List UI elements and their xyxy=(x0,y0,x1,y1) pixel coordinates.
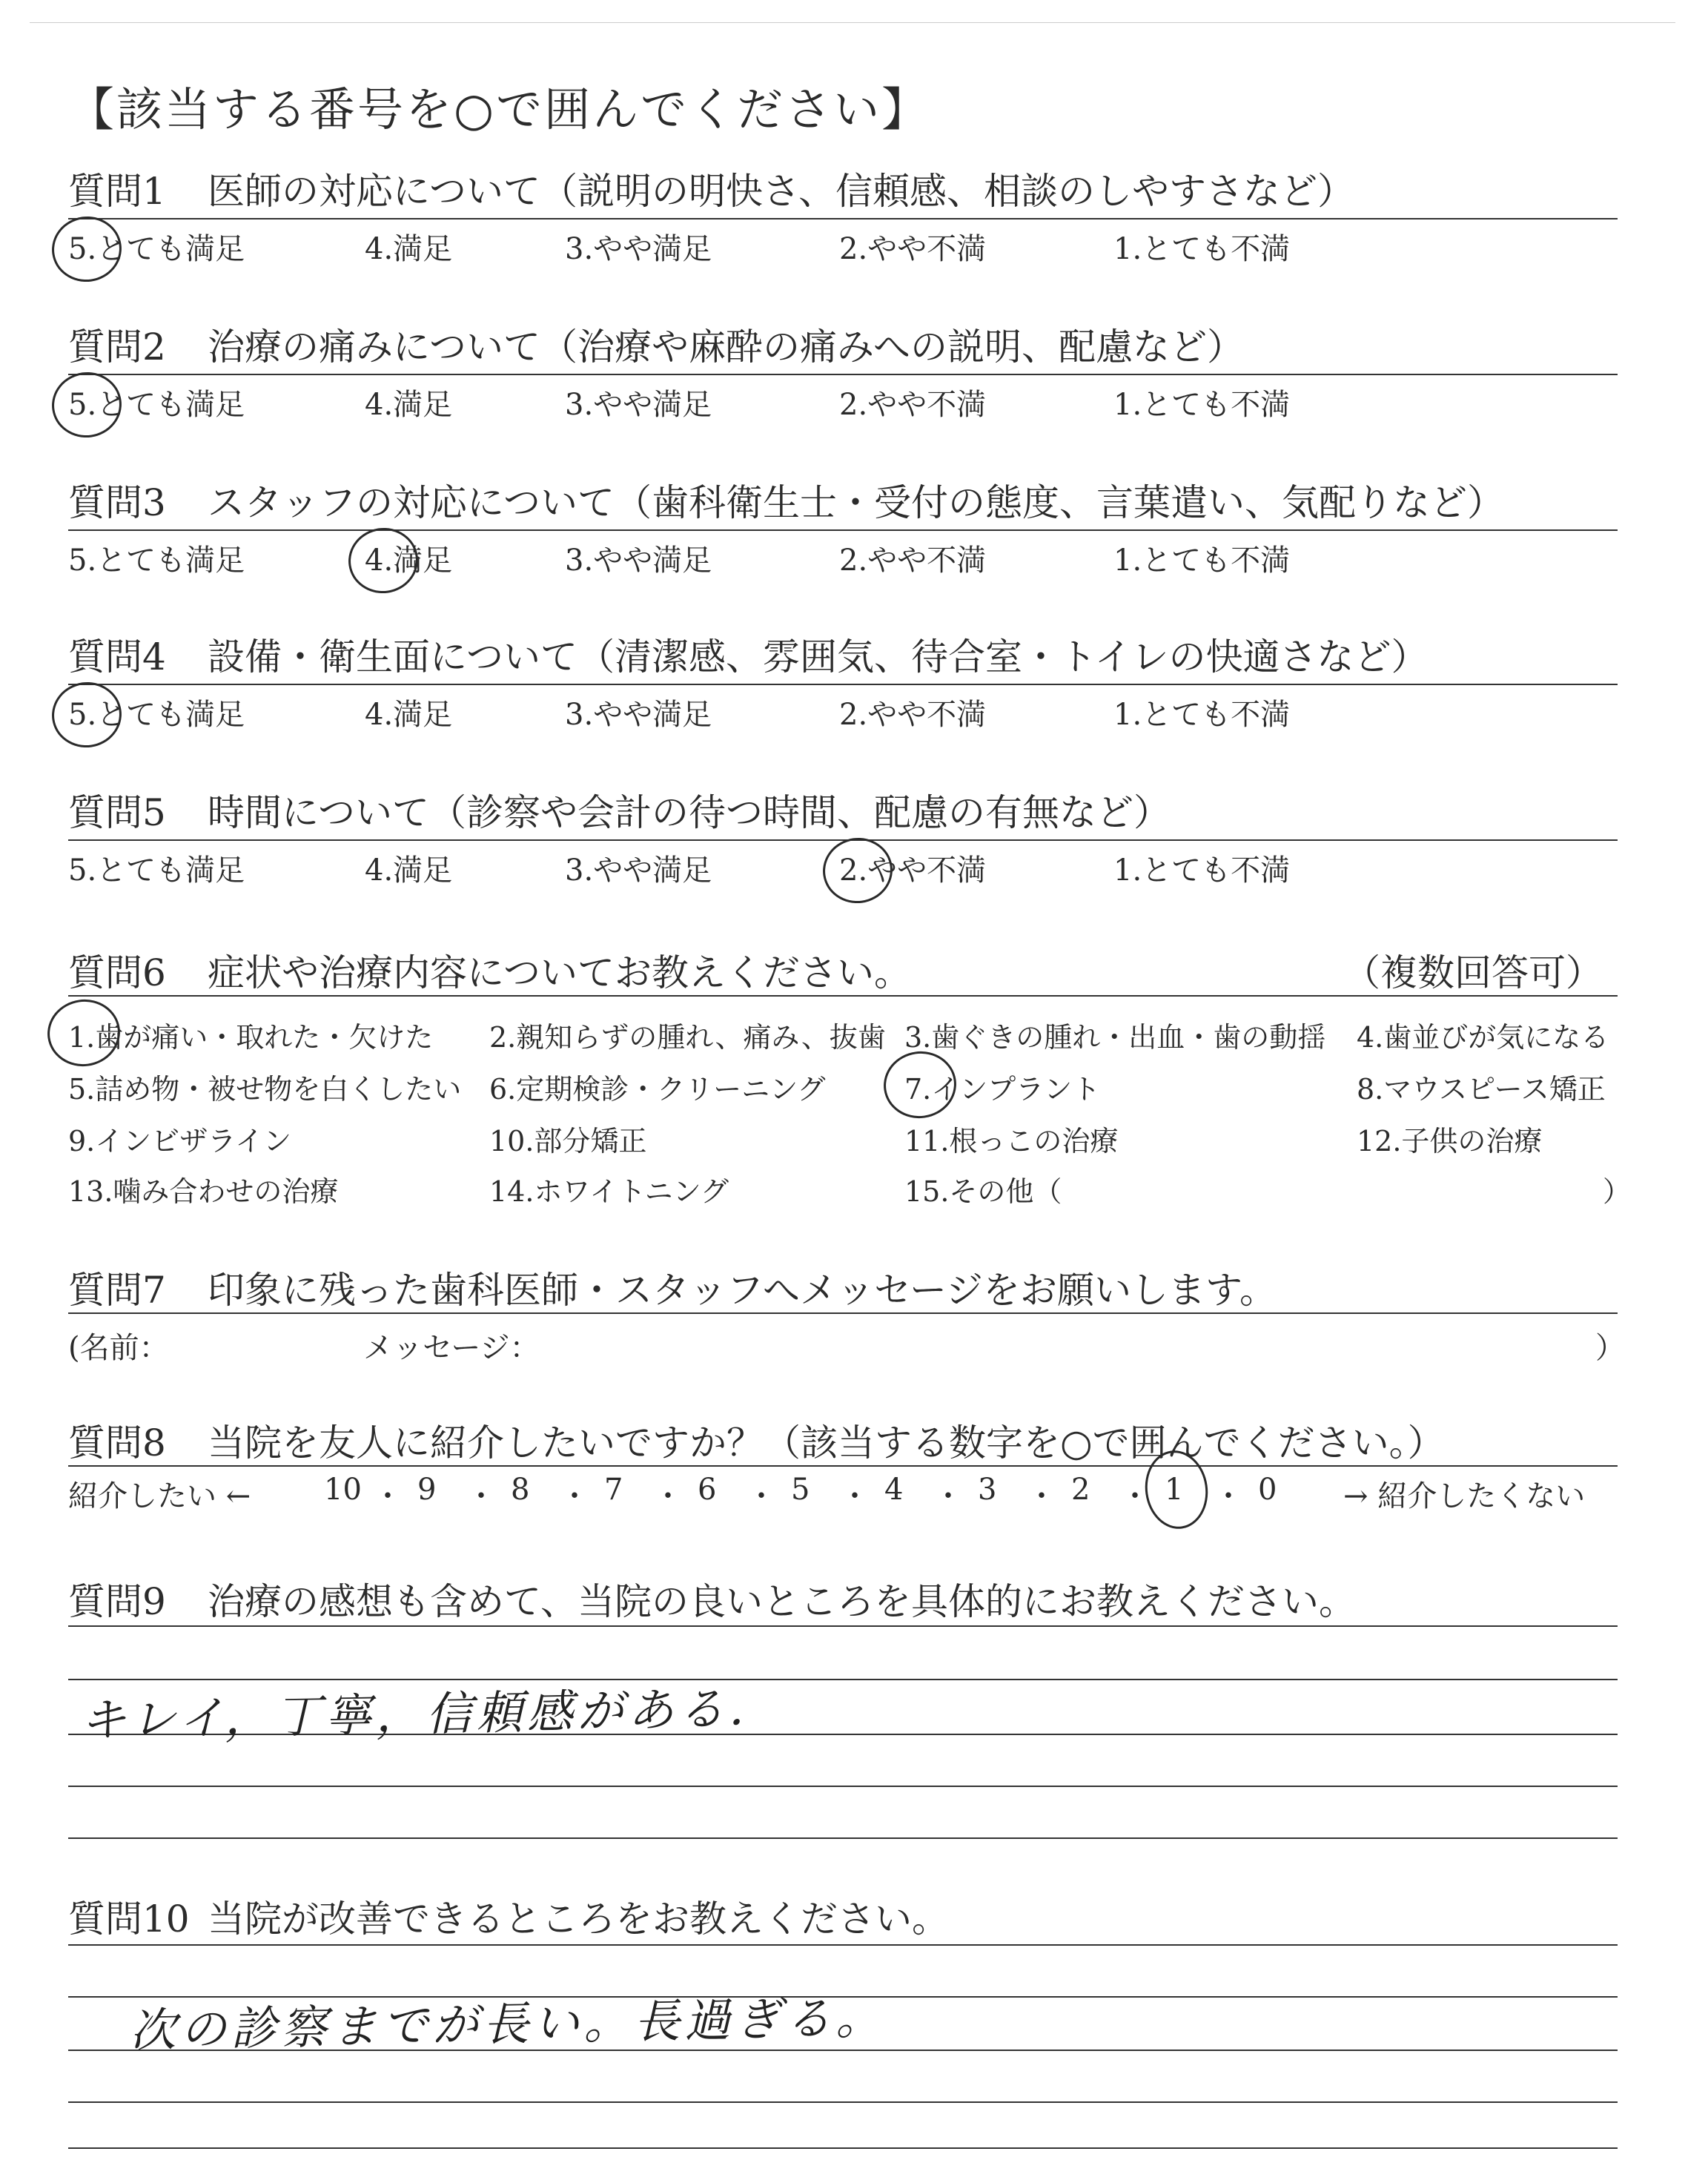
question-4-label: 質問4 xyxy=(68,635,166,678)
scale-separator: ・ xyxy=(466,1479,496,1513)
question-4 xyxy=(68,627,1618,732)
question-2-label: 質問2 xyxy=(68,326,166,369)
rating-option[interactable]: 3.やや満足 xyxy=(565,232,712,266)
question-3-rule xyxy=(68,529,1618,531)
symptom-option[interactable]: 2.親知らずの腫れ、痛み、抜歯 xyxy=(489,1021,886,1054)
question-2 xyxy=(68,317,1618,422)
rating-option[interactable]: 1.とても不満 xyxy=(1113,853,1291,888)
question-3-label: 質問3 xyxy=(68,481,166,524)
scale-value[interactable]: 10 xyxy=(324,1473,362,1507)
question-7-rule xyxy=(68,1312,1618,1314)
question-6-note: （複数回答可） xyxy=(1343,951,1603,994)
symptom-option[interactable]: 15.その他（ xyxy=(904,1175,1062,1208)
message-close-paren: ） xyxy=(1595,1331,1625,1365)
question-6-text: 症状や治療内容についてお教えください。 xyxy=(208,951,911,994)
question-9 xyxy=(68,1572,1618,1652)
question-7-text: 印象に残った歯科医師・スタッフへメッセージをお願いします。 xyxy=(208,1269,1277,1312)
symptom-option[interactable]: 9.インビザライン xyxy=(68,1125,292,1157)
answer-line xyxy=(68,2147,1618,2149)
scale-separator: ・ xyxy=(933,1479,963,1513)
scale-separator: ・ xyxy=(1027,1479,1056,1513)
question-4-text: 設備・衛生面について（清潔感、雰囲気、待合室・トイレの快適さなど） xyxy=(208,635,1429,678)
rating-option[interactable]: 2.やや不満 xyxy=(839,232,987,266)
answer-line xyxy=(68,1944,1618,1946)
name-field-label: (名前： xyxy=(68,1331,169,1365)
scan-edge-line xyxy=(30,22,1675,23)
question-7-label: 質問7 xyxy=(68,1269,166,1312)
symptom-option[interactable]: 13.噛み合わせの治療 xyxy=(68,1175,339,1208)
rating-option[interactable]: 5.とても満足 xyxy=(68,853,245,888)
scale-separator: ・ xyxy=(1120,1479,1150,1513)
rating-option[interactable]: 3.やや満足 xyxy=(565,544,712,578)
symptom-option[interactable]: 14.ホワイトニング xyxy=(489,1175,729,1208)
symptom-option[interactable]: 1.歯が痛い・取れた・欠けた xyxy=(68,1021,434,1054)
answer-line xyxy=(68,1786,1618,1787)
question-1-label: 質問1 xyxy=(68,170,166,213)
scale-value[interactable]: 5 xyxy=(791,1473,810,1507)
page-title: 【該当する番号を○で囲んでください】 xyxy=(68,82,930,136)
scale-value[interactable]: 7 xyxy=(604,1473,623,1507)
scale-value[interactable]: 9 xyxy=(417,1473,437,1507)
other-close-paren: ） xyxy=(1603,1175,1632,1208)
rating-option[interactable]: 4.満足 xyxy=(365,853,453,888)
rating-option[interactable]: 2.やや不満 xyxy=(839,388,987,422)
symptom-option[interactable]: 12.子供の治療 xyxy=(1357,1125,1543,1157)
rating-option[interactable]: 4.満足 xyxy=(365,388,453,422)
question-6-label: 質問6 xyxy=(68,951,166,994)
rating-option[interactable]: 4.満足 xyxy=(365,232,453,266)
scale-separator: ・ xyxy=(653,1479,683,1513)
question-2-rule xyxy=(68,374,1618,375)
handwritten-selection-circle xyxy=(47,368,125,442)
handwritten-selection-circle xyxy=(818,833,896,908)
question-1-rule xyxy=(68,218,1618,219)
rating-option[interactable]: 4.満足 xyxy=(365,544,453,578)
scale-right-label: → 紹介したくない xyxy=(1343,1479,1586,1513)
question-3 xyxy=(68,473,1618,578)
symptom-option[interactable]: 3.歯ぐきの腫れ・出血・歯の動揺 xyxy=(904,1021,1326,1054)
question-10 xyxy=(68,1889,1618,1969)
scale-value[interactable]: 6 xyxy=(698,1473,717,1507)
scale-value[interactable]: 4 xyxy=(884,1473,904,1507)
rating-option[interactable]: 1.とても不満 xyxy=(1113,544,1291,578)
question-6-rule xyxy=(68,995,1618,997)
symptom-option[interactable]: 10.部分矯正 xyxy=(489,1125,647,1157)
question-4-rule xyxy=(68,684,1618,685)
question-8-text: 当院を友人に紹介したいですか？（該当する数字を○で囲んでください。） xyxy=(208,1421,1445,1464)
symptom-option[interactable]: 11.根っこの治療 xyxy=(904,1125,1119,1157)
message-field-label: メッセージ： xyxy=(363,1331,540,1365)
question-9-text: 治療の感想も含めて、当院の良いところを具体的にお教えください。 xyxy=(208,1580,1356,1623)
handwritten-selection-circle xyxy=(344,524,422,598)
question-5 xyxy=(68,783,1618,888)
scale-left-label: 紹介したい ← xyxy=(68,1479,251,1513)
scale-separator: ・ xyxy=(840,1479,870,1513)
question-10-text: 当院が改善できるところをお教えください。 xyxy=(208,1898,949,1941)
question-1-text: 医師の対応について（説明の明快さ、信頼感、相談のしやすさなど） xyxy=(208,170,1354,213)
symptom-option[interactable]: 5.詰め物・被せ物を白くしたい xyxy=(68,1073,462,1106)
handwritten-selection-circle xyxy=(47,678,125,752)
question-9-label: 質問9 xyxy=(68,1580,166,1623)
question-8-label: 質問8 xyxy=(68,1421,166,1464)
question-8-rule xyxy=(68,1465,1618,1467)
rating-option[interactable]: 1.とても不満 xyxy=(1113,232,1291,266)
rating-option[interactable]: 3.やや満足 xyxy=(565,388,712,422)
question-5-text: 時間について（診察や会計の待つ時間、配慮の有無など） xyxy=(208,791,1171,834)
symptom-option[interactable]: 4.歯並びが気になる xyxy=(1357,1021,1609,1054)
scale-separator: ・ xyxy=(1214,1479,1243,1513)
handwritten-selection-circle xyxy=(47,212,125,286)
question-10-label: 質問10 xyxy=(68,1898,190,1941)
symptom-option[interactable]: 6.定期検診・クリーニング xyxy=(489,1073,826,1106)
question-7 xyxy=(68,1261,1625,1365)
question-1 xyxy=(68,162,1618,266)
scale-separator: ・ xyxy=(747,1479,776,1513)
scale-separator: ・ xyxy=(373,1479,403,1513)
rating-option[interactable]: 5.とても満足 xyxy=(68,544,245,578)
rating-option[interactable]: 3.やや満足 xyxy=(565,853,712,888)
question-3-text: スタッフの対応について（歯科衛生士・受付の態度、言葉遣い、気配りなど） xyxy=(208,481,1504,524)
question-6 xyxy=(68,943,1618,1023)
symptom-option[interactable]: 8.マウスピース矯正 xyxy=(1357,1073,1606,1106)
question-5-label: 質問5 xyxy=(68,791,166,834)
answer-line xyxy=(68,1837,1618,1839)
answer-line xyxy=(68,2101,1618,2103)
rating-option[interactable]: 5.とても満足 xyxy=(68,388,245,422)
symptom-option[interactable]: 7.インプラント xyxy=(904,1073,1101,1106)
rating-option[interactable]: 4.満足 xyxy=(365,698,453,732)
rating-option[interactable]: 2.やや不満 xyxy=(839,698,987,732)
handwritten-selection-circle xyxy=(879,1047,961,1123)
rating-option[interactable]: 5.とても満足 xyxy=(68,698,245,732)
question-9-handwritten-answer: キレイ，丁寧，信頼感がある． xyxy=(79,1680,780,1748)
scale-value[interactable]: 0 xyxy=(1258,1473,1277,1507)
question-10-handwritten-answer: 次の診察までが長い。長過ぎる。 xyxy=(129,1990,887,2058)
answer-line xyxy=(68,1625,1618,1627)
question-2-text: 治療の痛みについて（治療や麻酔の痛みへの説明、配慮など） xyxy=(208,326,1244,369)
rating-option[interactable]: 1.とても不満 xyxy=(1113,698,1291,732)
scale-value[interactable]: 8 xyxy=(511,1473,530,1507)
rating-option[interactable]: 5.とても満足 xyxy=(68,232,245,266)
rating-option[interactable]: 2.やや不満 xyxy=(839,853,987,888)
scale-value[interactable]: 2 xyxy=(1071,1473,1090,1507)
rating-option[interactable]: 2.やや不満 xyxy=(839,544,987,578)
scale-value[interactable]: 1 xyxy=(1165,1473,1184,1507)
recommend-scale xyxy=(68,1473,1618,1517)
scale-separator: ・ xyxy=(560,1479,589,1513)
rating-option[interactable]: 3.やや満足 xyxy=(565,698,712,732)
scale-value[interactable]: 3 xyxy=(978,1473,997,1507)
rating-option[interactable]: 1.とても不満 xyxy=(1113,388,1291,422)
